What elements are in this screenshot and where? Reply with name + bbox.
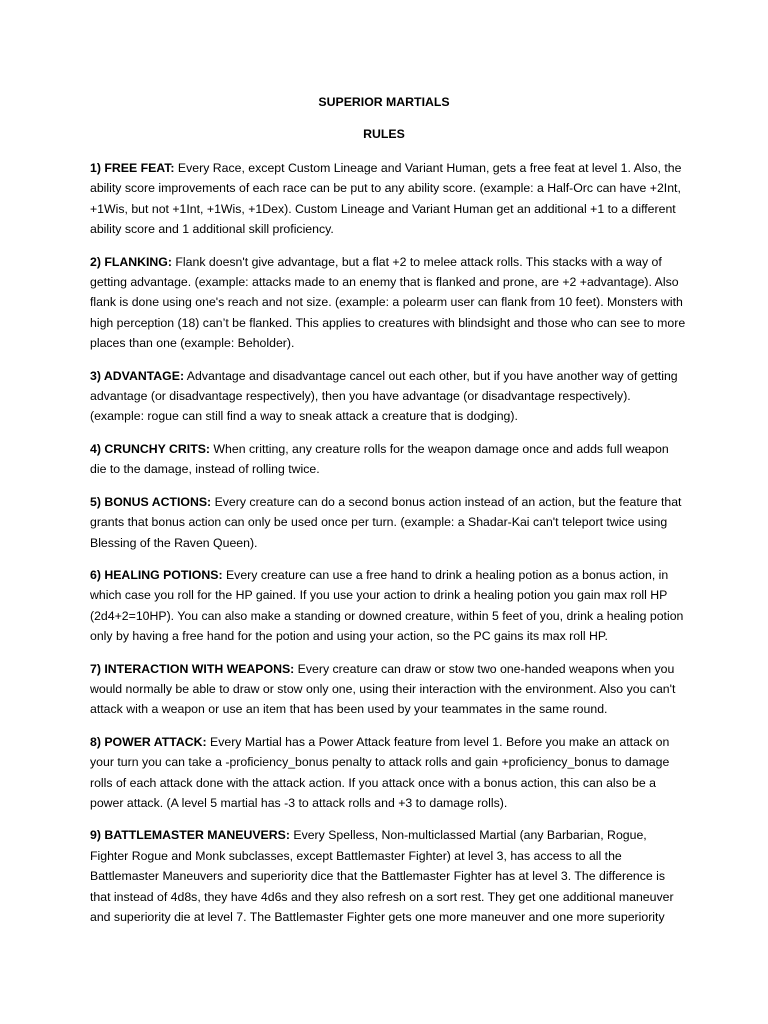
- rule-text: When critting, any creature rolls for the weapon damage once and adds full weapon die to the damage, instead of rolling twice.: [90, 441, 669, 477]
- rule-interaction-with-weapons: [90, 659, 688, 720]
- rules-list: [90, 158, 688, 939]
- rule-text: Every creature can do a second bonus action instead of an action, but the feature that grants that bonus action can only be used once per turn. (example: a Shadar-Kai can't teleport twice using Blessing of the Raven Queen).: [90, 494, 682, 550]
- rule-power-attack: [90, 732, 688, 814]
- rule-healing-potions: [90, 565, 688, 647]
- rule-heading: 7) INTERACTION WITH WEAPONS:: [90, 661, 295, 676]
- rule-text: Every Race, except Custom Lineage and Variant Human, gets a free feat at level 1. Also, the ability score improvements of each race can be put to any ability score. (example: a Half-Orc can have +2Int, +1Wis, but not +1Int, +1Wis, +1Dex). Custom Lineage and Variant Human get an additional +1 to a different ability score and 1 additional skill proficiency.: [90, 161, 682, 237]
- rule-battlemaster-maneuvers: [90, 825, 688, 927]
- rule-text: Every Spelless, Non-multiclassed Martial (any Barbarian, Rogue, Fighter Rogue and Monk subclasses, except Battlemaster Fighter) at level 3, has access to all the Battlemaster Maneuvers and superiority dice that the Battlemaster Fighter has at level 3. The difference is that instead of 4d8s, they have 4d6s and they also refresh on a sort rest. They get one additional maneuver and superiority die at level 7. The Battlemaster Fighter gets one more maneuver and one more superiority: [90, 828, 674, 924]
- rule-heading: 4) CRUNCHY CRITS:: [90, 441, 211, 456]
- rule-text: Flank doesn't give advantage, but a flat +2 to melee attack rolls. This stacks with a way of getting advantage. (example: attacks made to an enemy that is flanked and prone, are +2 +advantage). Also flank is done using one's reach and not size. (example: a polearm user can flank from 10 feet). Monsters with high perception (18) can’t be flanked. This applies to creatures with blindsight and those who can see to more places than one (example: Beholder).: [90, 254, 686, 351]
- rule-heading: 1) FREE FEAT:: [90, 161, 175, 175]
- rule-advantage: [90, 366, 688, 427]
- rule-flanking: [90, 252, 688, 354]
- rule-heading: 5) BONUS ACTIONS:: [90, 494, 212, 509]
- rule-text: Every creature can draw or stow two one-handed weapons when you would normally be able to draw or stow only one, using their interaction with the environment. Also you can't attack with a weapon or use an item that has been used by your teammates in the same round.: [90, 661, 676, 717]
- rule-heading: 6) HEALING POTIONS:: [90, 567, 223, 582]
- rule-heading: 3) ADVANTAGE:: [90, 368, 185, 383]
- rule-free-feat: [90, 158, 688, 240]
- document-subtitle: RULES: [363, 127, 405, 141]
- rule-text: Every creature can use a free hand to drink a healing potion as a bonus action, in which case you roll for the HP gained. If you use your action to drink a healing potion you gain max roll HP (2d4+2=10HP). You can also make a standing or downed creature, within 5 feet of you, drink a healing potion only by having a free hand for the potion and using your action, so the PC gains its max roll HP.: [90, 567, 684, 644]
- rule-heading: 8) POWER ATTACK:: [90, 734, 207, 749]
- rule-heading: 9) BATTLEMASTER MANEUVERS:: [90, 828, 290, 843]
- rule-text: Every Martial has a Power Attack feature from level 1. Before you make an attack on your turn you can take a -proficiency_bonus penalty to attack rolls and gain +proficiency_bonus to damage rolls of each attack done with the attack action. If you attack once with a bonus action, this can also be a power attack. (A level 5 martial has -3 to attack rolls and +3 to damage rolls).: [90, 734, 670, 810]
- rule-crunchy-crits: [90, 439, 688, 480]
- rule-bonus-actions: [90, 492, 688, 553]
- rule-text: Advantage and disadvantage cancel out each other, but if you have another way of getting advantage (or disadvantage respectively), then you have advantage (or disadvantage respectively). (example: rogue can still find a way to sneak attack a creature that is dodging).: [90, 368, 678, 424]
- rule-heading: 2) FLANKING:: [90, 254, 172, 269]
- document-title: SUPERIOR MARTIALS: [318, 95, 450, 109]
